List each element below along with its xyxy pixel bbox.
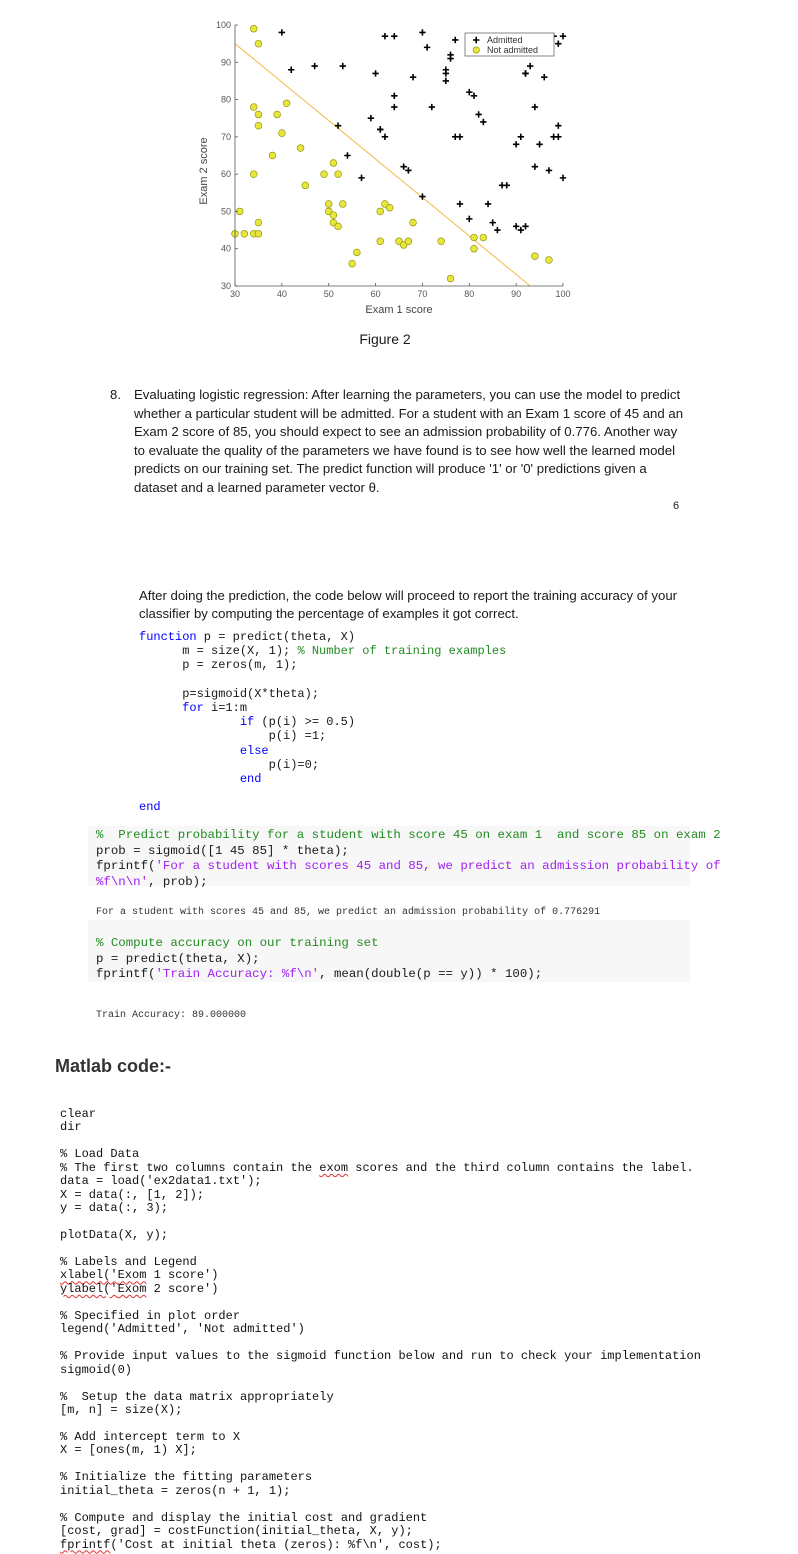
admitted-point	[555, 40, 561, 46]
admitted-point	[475, 111, 481, 117]
code-comment: % Predict probability for a student with score 45 on exam 1 and score 85 on exam 2	[96, 828, 721, 842]
predict-function-code	[139, 630, 506, 815]
code-string: 'Train Accuracy: %f\n'	[155, 967, 320, 982]
not-admitted-point	[349, 260, 356, 267]
x-tick-label: 50	[323, 289, 334, 299]
y-axis-label: Exam 2 score	[198, 137, 210, 205]
code-text: p(i)=0;	[268, 757, 320, 772]
admitted-point	[443, 78, 449, 84]
not-admitted-point	[471, 234, 478, 241]
admitted-point	[513, 223, 519, 229]
legend-circle-marker	[473, 47, 479, 53]
section-heading: Matlab code:-	[55, 1056, 172, 1076]
output-probability: For a student with scores 45 and 85, we predict an admission probability of 0.776291	[96, 907, 601, 918]
x-tick-label: 70	[417, 289, 428, 299]
admitted-point	[452, 37, 458, 43]
code-line: % Load Data	[60, 1147, 140, 1162]
figure-caption: Figure 2	[359, 331, 411, 347]
list-number: 8.	[110, 387, 121, 402]
code-lines	[96, 828, 721, 890]
y-tick-label: 80	[220, 94, 231, 105]
admitted-point	[288, 67, 294, 73]
admitted-point	[518, 134, 524, 140]
admitted-point	[372, 70, 378, 76]
admitted-point	[522, 70, 528, 76]
admitted-point	[382, 134, 388, 140]
admitted-point	[522, 223, 528, 229]
admitted-point	[546, 167, 552, 173]
code-keyword: if	[239, 715, 255, 730]
admitted-point	[466, 216, 472, 222]
legend-entry-admitted: Admitted	[487, 35, 523, 45]
admitted-point	[391, 93, 397, 99]
not-admitted-point	[302, 182, 309, 189]
not-admitted-point	[330, 212, 337, 219]
admitted-point	[555, 122, 561, 128]
not-admitted-point	[480, 234, 487, 241]
scatter-plot	[190, 16, 580, 318]
y-tick-label: 70	[220, 131, 231, 142]
admitted-point	[518, 227, 524, 233]
admitted-point	[471, 93, 477, 99]
misspelled-word: Exom	[117, 1268, 147, 1283]
not-admitted-point	[447, 275, 454, 282]
admitted-point	[405, 167, 411, 173]
not-admitted-point	[405, 238, 412, 245]
not-admitted-point	[377, 238, 384, 245]
code-text: prob = sigmoid([1 45 85] * theta);	[96, 843, 349, 858]
admitted-point	[377, 126, 383, 132]
admitted-point	[527, 63, 533, 69]
y-tick-label: 40	[220, 243, 231, 254]
admitted-point	[391, 104, 397, 110]
admitted-point	[429, 104, 435, 110]
list-item-8	[110, 386, 690, 498]
not-admitted-point	[330, 160, 337, 167]
not-admitted-point	[255, 40, 262, 47]
admitted-point	[532, 104, 538, 110]
code-text: p = predict(theta, X);	[96, 951, 260, 966]
not-admitted-point	[325, 201, 332, 208]
code-line: [cost, grad] = costFunction(initial_theta, X, y);	[60, 1524, 413, 1539]
x-tick-label: 30	[229, 289, 241, 299]
admitted-point	[358, 175, 364, 181]
code-line: fprintf	[60, 1537, 111, 1552]
admitted-point	[424, 44, 430, 50]
code-line: % Initialize the fitting parameters	[60, 1470, 313, 1485]
not-admitted-point	[274, 111, 281, 118]
misspelled-word: exom	[319, 1160, 349, 1175]
code-keyword: end	[239, 772, 262, 787]
code-string: 'For a student with scores 45 and 85, we predict an admission probability of	[155, 859, 721, 874]
code-line: % Add intercept term to X	[60, 1429, 241, 1444]
admitted-point	[447, 55, 453, 61]
admitted-point	[279, 29, 285, 35]
code-line: % Specified in plot order	[60, 1308, 241, 1323]
code-text: , prob);	[148, 874, 208, 889]
not-admitted-point	[531, 253, 538, 260]
not-admitted-point	[410, 219, 417, 226]
page-number: 6	[673, 500, 680, 512]
code-line: initial_theta = zeros(n + 1, 1);	[60, 1483, 291, 1498]
not-admitted-point	[339, 201, 346, 208]
admitted-point	[560, 175, 566, 181]
admitted-point	[410, 74, 416, 80]
code-text: m = size(X, 1);	[139, 644, 298, 659]
admitted-point	[480, 119, 486, 125]
not-admitted-point	[283, 100, 290, 107]
output-train-accuracy: Train Accuracy: 89.000000	[96, 1010, 247, 1021]
admitted-point	[541, 74, 547, 80]
not-admitted-point	[241, 230, 248, 237]
not-admitted-point	[255, 122, 262, 129]
code-text: p(i) =1;	[268, 729, 327, 744]
code-line: plotData(X, y);	[60, 1228, 169, 1243]
x-tick-label: 90	[511, 289, 522, 299]
admitted-point	[443, 67, 449, 73]
code-line: % Setup the data matrix appropriately	[60, 1389, 334, 1404]
admitted-point	[457, 201, 463, 207]
code-string: %f\n\n'	[96, 874, 149, 889]
code-comment: % Number of training examples	[297, 644, 507, 659]
admitted-point	[490, 219, 496, 225]
x-axis-label: Exam 1 score	[365, 304, 433, 316]
admitted-point	[555, 134, 561, 140]
admitted-point	[466, 89, 472, 95]
admitted-point	[457, 134, 463, 140]
y-tick-label: 90	[220, 57, 231, 68]
admitted-point	[335, 122, 341, 128]
y-tick-label: 30	[220, 281, 231, 291]
code-line: 1 score')	[146, 1268, 219, 1283]
code-line: xlabel('	[60, 1268, 118, 1283]
admitted-point	[368, 115, 374, 121]
matlab-main-code	[60, 1108, 701, 1552]
x-tick-label: 60	[370, 289, 381, 299]
not-admitted-point	[471, 245, 478, 252]
code-keyword: else	[239, 743, 269, 758]
not-admitted-point	[297, 145, 304, 152]
not-admitted-point	[321, 171, 328, 178]
not-admitted-point	[250, 25, 257, 32]
admitted-point	[560, 33, 566, 39]
not-admitted-point	[335, 223, 342, 230]
not-admitted-point	[386, 204, 393, 211]
code-text: p = predict(theta, X)	[196, 630, 356, 644]
y-tick-label: 50	[220, 206, 231, 217]
admitted-point	[311, 63, 317, 69]
admitted-point	[485, 201, 491, 207]
code-keyword: end	[139, 800, 161, 815]
code-block-predict-probability	[88, 826, 721, 889]
code-line: % Provide input values to the sigmoid function below and run to check your implementation	[60, 1349, 701, 1364]
not-admitted-point	[255, 219, 262, 226]
x-tick-label: 100	[555, 289, 571, 299]
x-tick-label: 80	[464, 289, 475, 299]
code-line: sigmoid(0)	[60, 1362, 133, 1377]
y-tick-label: 100	[215, 20, 231, 30]
decision-boundary-line	[235, 44, 530, 286]
misspelled-word: Exom	[117, 1281, 147, 1296]
not-admitted-point	[250, 171, 257, 178]
not-admitted-point	[278, 130, 285, 137]
not-admitted-point	[438, 238, 445, 245]
code-keyword: for	[182, 701, 204, 716]
code-text: fprintf(	[96, 967, 156, 982]
code-line: dir	[60, 1120, 82, 1135]
admitted-point	[513, 141, 519, 147]
code-text: p = zeros(m, 1);	[139, 658, 298, 673]
x-tick-label: 40	[276, 289, 287, 299]
paragraph-after-prediction: After doing the prediction, the code below will proceed to report the training accuracy of your classifier by computing the percentage of examples it got correct.	[139, 588, 678, 621]
admitted-point	[382, 33, 388, 39]
code-keyword: function	[139, 630, 197, 644]
y-tick-label: 60	[220, 169, 231, 180]
code-text: (p(i) >= 0.5)	[254, 715, 356, 730]
code-text: fprintf(	[96, 859, 156, 874]
code-text: p=sigmoid(X*theta);	[139, 686, 320, 701]
code-text: , mean(double(p == y)) * 100);	[319, 967, 543, 982]
code-line: scores and the third column contains the label.	[348, 1160, 694, 1175]
admitted-point	[536, 141, 542, 147]
admitted-point	[391, 33, 397, 39]
code-text: i=1:m	[203, 701, 248, 716]
legend-entry-not-admitted: Not admitted	[487, 45, 539, 55]
not-admitted-point	[255, 230, 262, 237]
not-admitted-point	[377, 208, 384, 215]
code-line: y = data(:, 3);	[60, 1201, 169, 1216]
not-admitted-point	[250, 104, 257, 111]
admitted-point	[400, 163, 406, 169]
admitted-point	[344, 152, 350, 158]
code-line: 2 score')	[146, 1281, 219, 1296]
admitted-point	[494, 227, 500, 233]
code-line: X = data(:, [1, 2]);	[60, 1187, 205, 1202]
not-admitted-point	[269, 152, 276, 159]
not-admitted-point	[353, 249, 360, 256]
code-line: X = [ones(m, 1) X];	[60, 1443, 197, 1458]
code-block-train-accuracy	[88, 920, 690, 982]
code-line: % Compute and display the initial cost and gradient	[60, 1510, 428, 1525]
not-admitted-point	[546, 257, 553, 264]
code-comment: % Compute accuracy on our training set	[96, 936, 379, 950]
code-line: % Labels and Legend	[60, 1254, 197, 1269]
code-line: [m, n] = size(X);	[60, 1402, 183, 1417]
code-line: data = load('ex2data1.txt');	[60, 1174, 262, 1189]
code-line: ylabel('	[60, 1281, 118, 1296]
not-admitted-point	[335, 171, 342, 178]
admitted-point	[532, 163, 538, 169]
code-line: legend('Admitted', 'Not admitted')	[60, 1322, 305, 1337]
paragraph-evaluating-logistic-regression: Evaluating logistic regression: After learning the parameters, you can use the model to predict whether a particular student will be admitted. For a student with an Exam 1 score of 45 and an Exam 2 score of 85, you should expect to see an admission probability of 0.776. Another way to evaluate the quality of the parameters we have found is to see how well the learned model predicts on our training set. The predict function will produce '1' or '0' predictions given a dataset and a learned parameter vector θ.	[134, 387, 684, 495]
code-line: clear	[60, 1107, 97, 1121]
not-admitted-point	[255, 111, 262, 118]
code-line: % The first two columns contain the	[60, 1160, 320, 1175]
code-lines	[96, 936, 542, 983]
admitted-point	[340, 63, 346, 69]
admitted-point	[504, 182, 510, 188]
admitted-point	[419, 29, 425, 35]
code-line: ('Cost at initial theta (zeros): %f\n', cost);	[110, 1537, 442, 1552]
